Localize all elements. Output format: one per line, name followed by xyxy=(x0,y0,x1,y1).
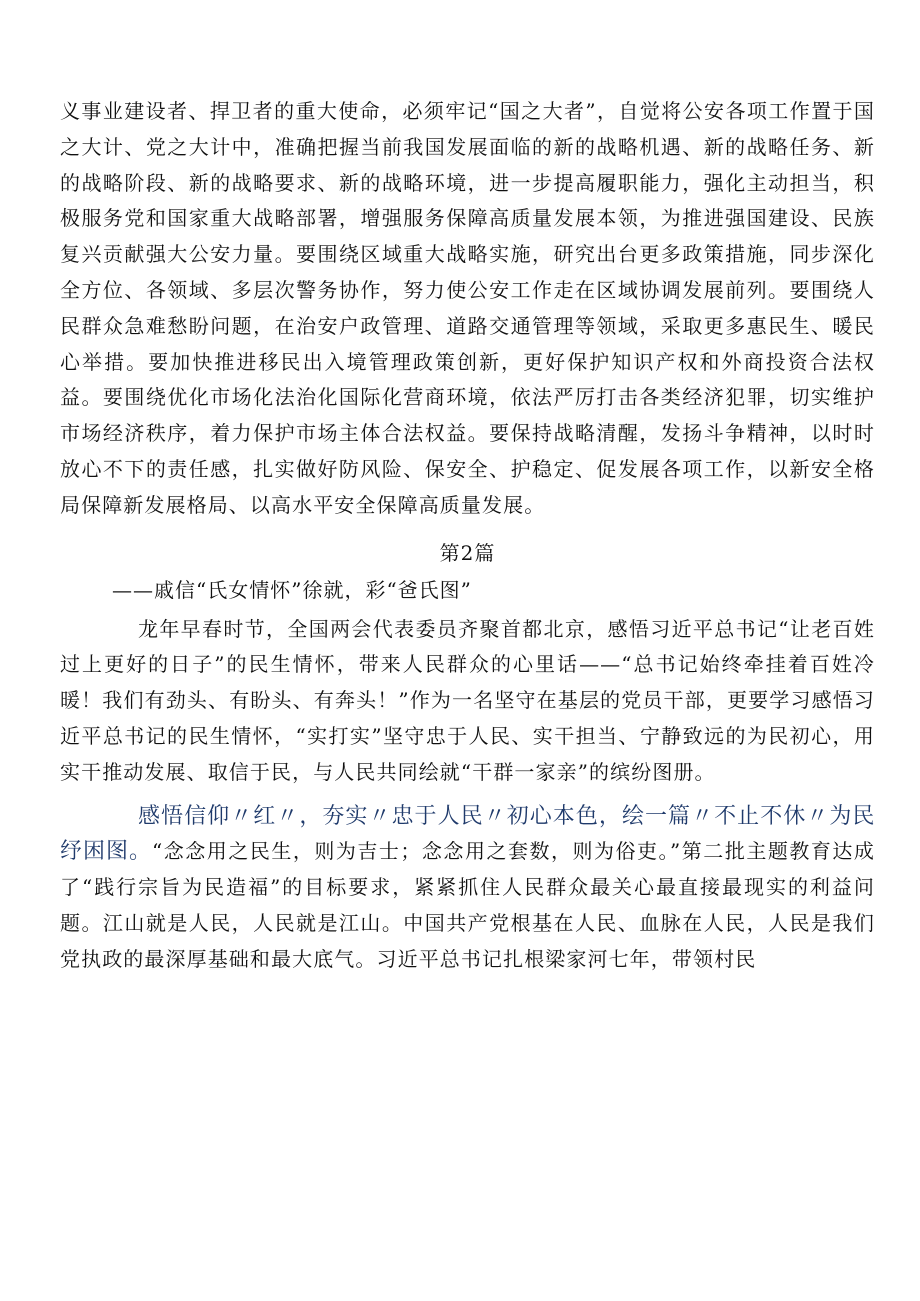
document-page xyxy=(60,94,875,978)
paragraph-body-text: “念念用之民生，则为吉士；念念用之套数，则为俗吏。”第二批主题教育达成了“践行宗旨为民造福”的目标要求，紧紧抓住人民群众最关心最直接最现实的利益问题。江山就是人民，人民就是江山。中国共产党根基在人民、血脉在人民，人民是我们党执政的最深厚基础和最大底气。习近平总书记扎根梁家河七年，带领村民 xyxy=(60,839,875,971)
paragraph-lead-heading: 感悟信仰〃红〃，夯实〃忠于人民〃初心本色，绘一篇〃不止不休〃为民纾困图。 xyxy=(60,803,875,865)
body-paragraph-2: 龙年早春时节，全国两会代表委员齐聚首都北京，感悟习近平总书记“让老百姓过上更好的日子”的民生情怀，带来人民群众的心里话——“总书记始终牵挂着百姓冷暖！我们有劲头、有盼头、有奔头！”作为一名坚守在基层的党员干部，更要学习感悟习近平总书记的民生情怀，“实打实”坚守忠于人民、实干担当、宁静致远的为民初心，用实干推动发展、取信于民，与人民共同绘就“干群一家亲”的缤纷图册。 xyxy=(60,616,875,784)
section-subtitle: ——戚信“氏女情怀”徐就，彩“爸氏图” xyxy=(112,577,472,602)
section-heading: 第2篇 xyxy=(439,540,496,565)
body-paragraph-1: 义事业建设者、捍卫者的重大使命，必须牢记“国之大者”，自觉将公安各项工作置于国之大计、党之大计中，准确把握当前我国发展面临的新的战略机遇、新的战略任务、新的战略阶段、新的战略要求、新的战略环境，进一步提高履职能力，强化主动担当，积极服务党和国家重大战略部署，增强服务保障高质量发展本领，为推进强国建设、民族复兴贡献强大公安力量。要围绕区域重大战略实施，研究出台更多政策措施，同步深化全方位、各领域、多层次警务协作，努力使公安工作走在区域协调发展前列。要围绕人民群众急难愁盼问题，在治安户政管理、道路交通管理等领域，采取更多惠民生、暖民心举措。要加快推进移民出入境管理政策创新，更好保护知识产权和外商投资合法权益。要围绕优化市场化法治化国际化营商环境，依法严厉打击各类经济犯罪，切实维护市场经济秩序，着力保护市场主体合法权益。要保持战略清醒，发扬斗争精神，以时时放心不下的责任感，扎实做好防风险、保安全、护稳定、促发展各项工作，以新安全格局保障新发展格局、以高水平安全保障高质量发展。 xyxy=(60,99,875,517)
body-paragraph-3 xyxy=(60,799,875,978)
